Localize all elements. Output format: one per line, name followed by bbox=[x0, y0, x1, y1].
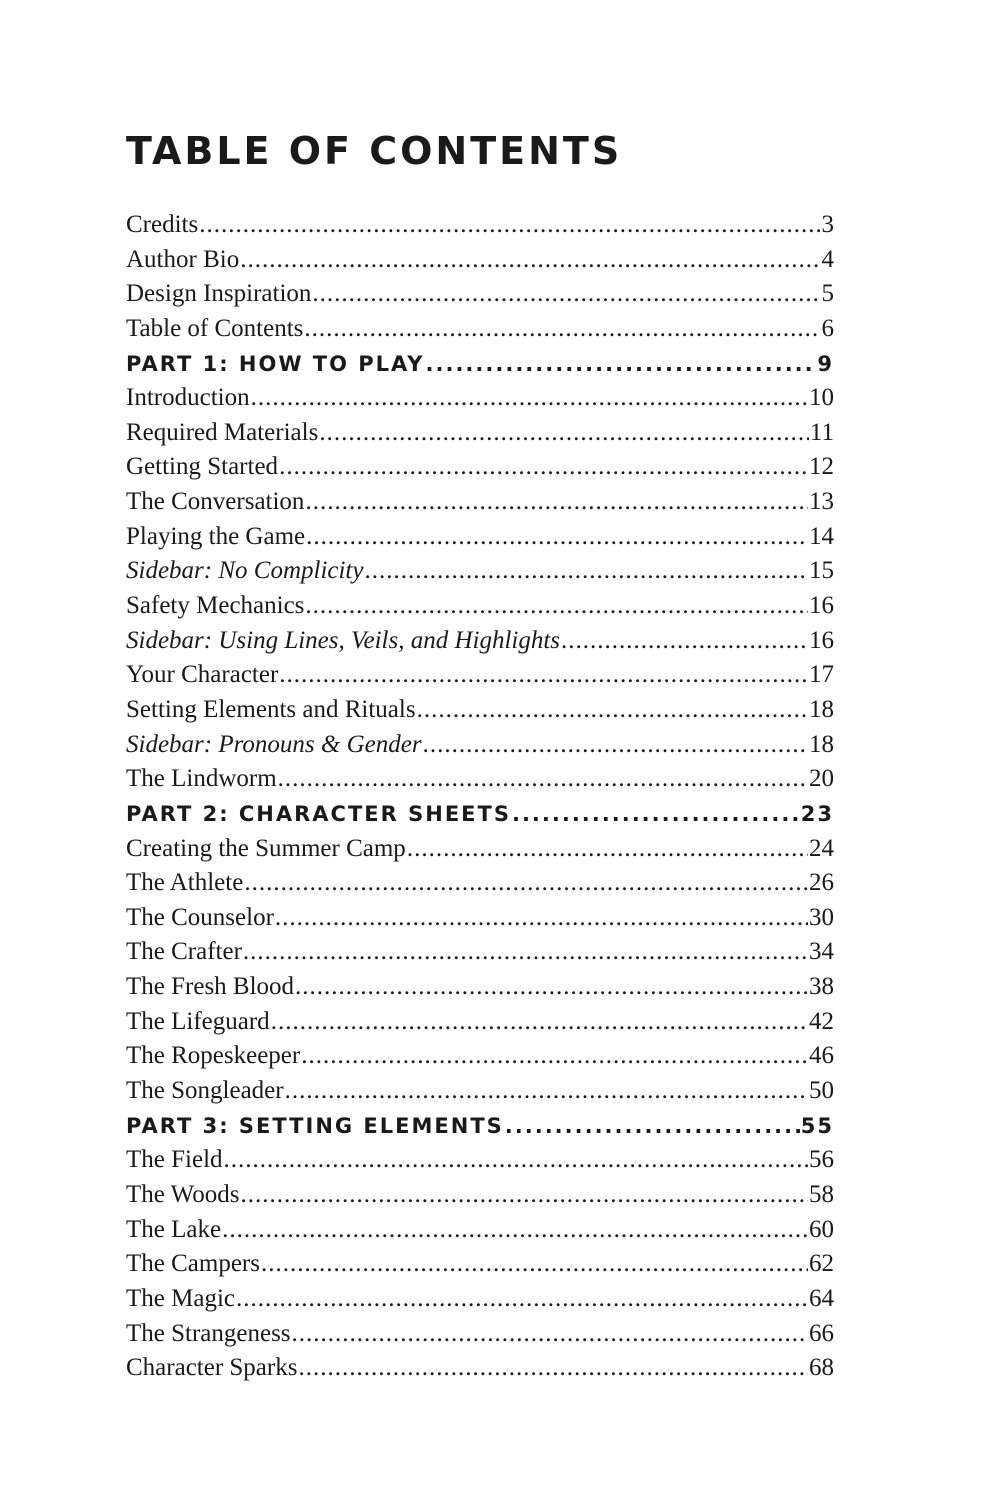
toc-entry-title: The Field bbox=[126, 1146, 223, 1174]
toc-page-number: 64 bbox=[809, 1284, 834, 1312]
toc-entry-title: The Songleader bbox=[126, 1077, 284, 1105]
toc-page-number: 18 bbox=[809, 695, 834, 723]
toc-page-number: 46 bbox=[809, 1042, 834, 1070]
toc-page-number: 13 bbox=[809, 488, 834, 516]
dot-leader bbox=[505, 1109, 800, 1144]
toc-page-number: 68 bbox=[809, 1354, 834, 1382]
toc-entry bbox=[126, 762, 834, 797]
toc-entry bbox=[126, 935, 834, 970]
toc-page-number: 6 bbox=[821, 314, 834, 342]
toc-page-number: 23 bbox=[800, 801, 834, 826]
dot-leader bbox=[278, 762, 808, 797]
toc-entry-title: The Crafter bbox=[126, 938, 242, 966]
toc-entry bbox=[126, 901, 834, 936]
toc-page-number: 11 bbox=[809, 418, 834, 446]
toc-list bbox=[126, 208, 834, 1386]
dot-leader bbox=[512, 797, 800, 832]
toc-entry bbox=[126, 970, 834, 1005]
toc-page-number: 24 bbox=[809, 834, 834, 862]
toc-entry-title: The Fresh Blood bbox=[126, 973, 295, 1001]
dot-leader bbox=[224, 1143, 808, 1178]
toc-entry bbox=[126, 1039, 834, 1074]
toc-entry-title: Sidebar: Pronouns & Gender bbox=[126, 730, 422, 758]
dot-leader bbox=[306, 520, 808, 555]
toc-entry-title: Safety Mechanics bbox=[126, 592, 305, 620]
toc-entry bbox=[126, 554, 834, 589]
toc-page-number: 10 bbox=[809, 384, 834, 412]
toc-page-number: 14 bbox=[809, 522, 834, 550]
toc-page-number: 5 bbox=[821, 280, 834, 308]
toc-entry bbox=[126, 1143, 834, 1178]
dot-leader bbox=[241, 1178, 809, 1213]
dot-leader bbox=[271, 1005, 808, 1040]
toc-entry-title: The Campers bbox=[126, 1250, 260, 1278]
dot-leader bbox=[279, 450, 808, 485]
toc-entry-title: Sidebar: No Complicity bbox=[126, 557, 364, 585]
toc-entry bbox=[126, 589, 834, 624]
toc-page-number: 16 bbox=[809, 626, 834, 654]
toc-page-number: 3 bbox=[821, 211, 834, 238]
toc-entry bbox=[126, 693, 834, 728]
toc-entry-title: The Counselor bbox=[126, 903, 274, 931]
toc-page-number: 38 bbox=[809, 973, 834, 1001]
toc-page-number: 66 bbox=[809, 1319, 834, 1347]
dot-leader bbox=[292, 1317, 808, 1352]
toc-entry-title: The Ropeskeeper bbox=[126, 1042, 301, 1070]
toc-entry-title: PART 3: SETTING ELEMENTS bbox=[126, 1113, 504, 1138]
toc-entry bbox=[126, 312, 834, 347]
dot-leader bbox=[279, 658, 808, 693]
toc-entry bbox=[126, 832, 834, 867]
toc-entry-title: The Strangeness bbox=[126, 1319, 291, 1347]
dot-leader bbox=[244, 866, 808, 901]
dot-leader bbox=[561, 624, 808, 659]
toc-entry-title: Your Character bbox=[126, 661, 279, 689]
toc-entry-title: The Athlete bbox=[126, 869, 244, 897]
toc-entry bbox=[126, 1317, 834, 1352]
toc-entry-title: Design Inspiration bbox=[126, 280, 312, 308]
toc-entry bbox=[126, 1351, 834, 1386]
toc-entry bbox=[126, 1213, 834, 1248]
toc-entry-title: The Woods bbox=[126, 1180, 240, 1208]
toc-entry bbox=[126, 450, 834, 485]
toc-page-number: 12 bbox=[809, 453, 834, 481]
toc-entry-title: PART 1: HOW TO PLAY bbox=[126, 351, 425, 376]
dot-leader bbox=[319, 416, 809, 451]
dot-leader bbox=[285, 1074, 808, 1109]
dot-leader bbox=[423, 728, 808, 763]
toc-page-number: 50 bbox=[809, 1077, 834, 1105]
dot-leader bbox=[305, 589, 808, 624]
toc-page-number: 20 bbox=[809, 765, 834, 793]
toc-entry bbox=[126, 1074, 834, 1109]
toc-part-heading bbox=[126, 347, 834, 382]
toc-page-number: 56 bbox=[809, 1146, 834, 1174]
toc-entry bbox=[126, 208, 834, 243]
toc-entry-title: The Magic bbox=[126, 1284, 235, 1312]
page-title: TABLE OF CONTENTS bbox=[126, 129, 623, 173]
toc-page-number: 60 bbox=[809, 1215, 834, 1243]
dot-leader bbox=[364, 554, 808, 589]
toc-entry bbox=[126, 1005, 834, 1040]
toc-entry-title: The Conversation bbox=[126, 488, 305, 516]
toc-entry-title: Playing the Game bbox=[126, 522, 306, 550]
toc-entry bbox=[126, 520, 834, 555]
toc-page-number: 30 bbox=[809, 903, 834, 931]
toc-entry bbox=[126, 243, 834, 278]
toc-page-number: 42 bbox=[809, 1007, 834, 1035]
toc-entry-title: Sidebar: Using Lines, Veils, and Highlights bbox=[126, 626, 561, 654]
toc-entry-title: Author Bio bbox=[126, 245, 240, 273]
dot-leader bbox=[426, 347, 817, 382]
toc-entry bbox=[126, 277, 834, 312]
toc-entry bbox=[126, 728, 834, 763]
dot-leader bbox=[295, 970, 808, 1005]
toc-page-number: 58 bbox=[809, 1180, 834, 1208]
toc-page-number: 15 bbox=[809, 557, 834, 585]
dot-leader bbox=[417, 693, 808, 728]
toc-entry bbox=[126, 1178, 834, 1213]
toc-entry-title: Table of Contents bbox=[126, 314, 304, 342]
toc-entry-title: The Lindworm bbox=[126, 765, 277, 793]
dot-leader bbox=[301, 1039, 808, 1074]
dot-leader bbox=[305, 485, 808, 520]
toc-page-number: 4 bbox=[821, 245, 834, 273]
dot-leader bbox=[251, 381, 808, 416]
toc-part-heading bbox=[126, 1109, 834, 1144]
toc-entry bbox=[126, 1282, 834, 1317]
toc-entry-title: The Lake bbox=[126, 1215, 222, 1243]
toc-entry bbox=[126, 381, 834, 416]
toc-page-number: 62 bbox=[809, 1250, 834, 1278]
toc-entry bbox=[126, 866, 834, 901]
toc-part-heading bbox=[126, 797, 834, 832]
toc-page-number: 17 bbox=[809, 661, 834, 689]
toc-entry bbox=[126, 416, 834, 451]
toc-entry-title: The Lifeguard bbox=[126, 1007, 270, 1035]
dot-leader bbox=[407, 832, 808, 867]
toc-entry-title: Introduction bbox=[126, 384, 250, 412]
toc-page-number: 34 bbox=[809, 938, 834, 966]
toc-entry-title: Creating the Summer Camp bbox=[126, 834, 406, 862]
dot-leader bbox=[240, 243, 820, 278]
dot-leader bbox=[199, 208, 820, 243]
toc-page-number: 16 bbox=[809, 592, 834, 620]
toc-page-number: 26 bbox=[809, 869, 834, 897]
dot-leader bbox=[222, 1213, 808, 1248]
dot-leader bbox=[243, 935, 808, 970]
toc-entry bbox=[126, 624, 834, 659]
toc-page-number: 18 bbox=[809, 730, 834, 758]
toc-entry-title: PART 2: CHARACTER SHEETS bbox=[126, 801, 511, 826]
toc-entry-title: Setting Elements and Rituals bbox=[126, 695, 416, 723]
dot-leader bbox=[298, 1351, 808, 1386]
toc-entry-title: Character Sparks bbox=[126, 1354, 298, 1382]
dot-leader bbox=[304, 312, 820, 347]
toc-page-number: 9 bbox=[817, 351, 834, 376]
toc-entry-title: Credits bbox=[126, 211, 199, 238]
toc-entry bbox=[126, 658, 834, 693]
toc-entry-title: Required Materials bbox=[126, 418, 319, 446]
dot-leader bbox=[261, 1247, 808, 1282]
toc-entry bbox=[126, 1247, 834, 1282]
dot-leader bbox=[275, 901, 808, 936]
toc-entry bbox=[126, 485, 834, 520]
dot-leader bbox=[312, 277, 820, 312]
toc-entry-title: Getting Started bbox=[126, 453, 279, 481]
dot-leader bbox=[236, 1282, 808, 1317]
toc-page-number: 55 bbox=[800, 1113, 834, 1138]
